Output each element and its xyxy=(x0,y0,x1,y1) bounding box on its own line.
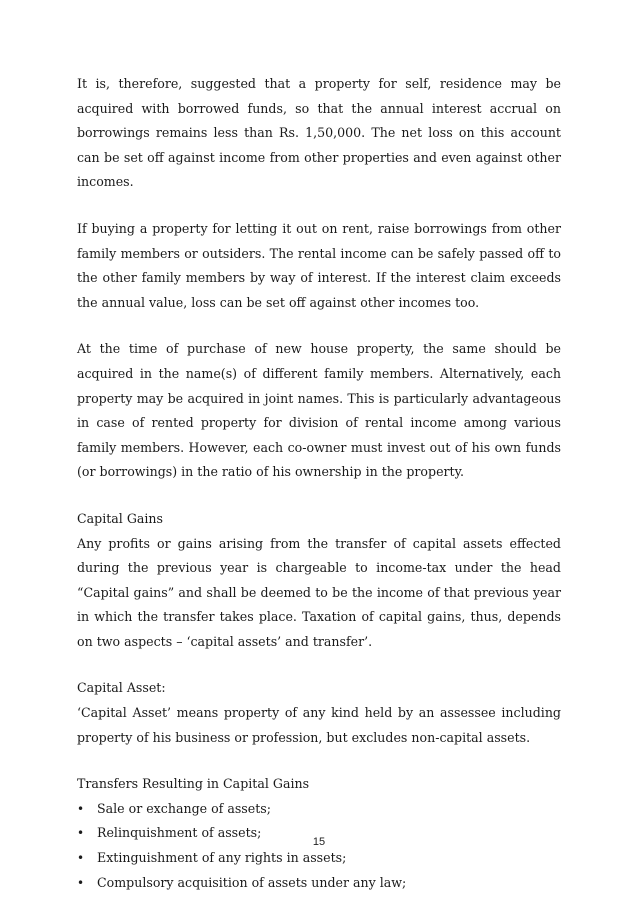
paragraph-joint-names: At the time of purchase of new house property, the same should be acquired in the name(s) of different family members. Alternatively, each property may be acquired in joint names. This is particularly advantageous in case of rented property for division of rental income among various family members. However, each co-owner must invest out of his own funds (or borrowings) in the ratio of his ownership in the property. xyxy=(77,341,561,480)
list-item-text: Relinquishment of assets; xyxy=(97,825,262,841)
heading-transfers: Transfers Resulting in Capital Gains xyxy=(77,776,310,792)
page-number: 15 xyxy=(312,836,326,848)
list-item xyxy=(77,871,561,896)
list-item-text: Sale or exchange of assets; xyxy=(97,800,271,816)
list-item-text: Extinguishment of any rights in assets; xyxy=(97,850,347,866)
list-item xyxy=(77,797,561,822)
list-item xyxy=(77,846,561,871)
paragraph-letting-on-rent: If buying a property for letting it out on rent, raise borrowings from other family members or outsiders. The rental income can be safely passed off to the other family members by way of interest. If the interest claim exceeds the annual value, loss can be set off against other incomes too. xyxy=(77,220,561,310)
heading-capital-gains: Capital Gains xyxy=(77,510,164,526)
list-item-text: Compulsory acquisition of assets under any law; xyxy=(97,874,407,890)
bullet-icon: • xyxy=(77,826,85,841)
section-capital-asset xyxy=(77,676,561,750)
heading-capital-asset: Capital Asset: xyxy=(77,680,166,696)
paragraph-capital-asset: ‘Capital Asset’ means property of any kind held by an assessee including property of his business or profession, but excludes non-capital assets. xyxy=(77,705,561,745)
bullet-icon: • xyxy=(77,875,85,890)
paragraph-capital-gains: Any profits or gains arising from the transfer of capital assets effected during the previous year is chargeable to income-tax under the head “Capital gains” and shall be deemed to be the income of that previous year in which the transfer takes place. Taxation of capital gains, thus, depends on two aspects – ‘capital assets’ and transfer’. xyxy=(77,535,561,649)
bullet-icon: • xyxy=(77,801,85,816)
section-capital-gains xyxy=(77,507,561,655)
paragraph-self-residence: It is, therefore, suggested that a property for self, residence may be acquired with borrowed funds, so that the annual interest accrual on borrowings remains less than Rs. 1,50,000. The net loss on this account can be set off against income from other properties and even against other incomes. xyxy=(77,76,561,190)
document-page xyxy=(77,72,561,895)
section-transfers xyxy=(77,772,561,895)
bullet-icon: • xyxy=(77,851,85,866)
